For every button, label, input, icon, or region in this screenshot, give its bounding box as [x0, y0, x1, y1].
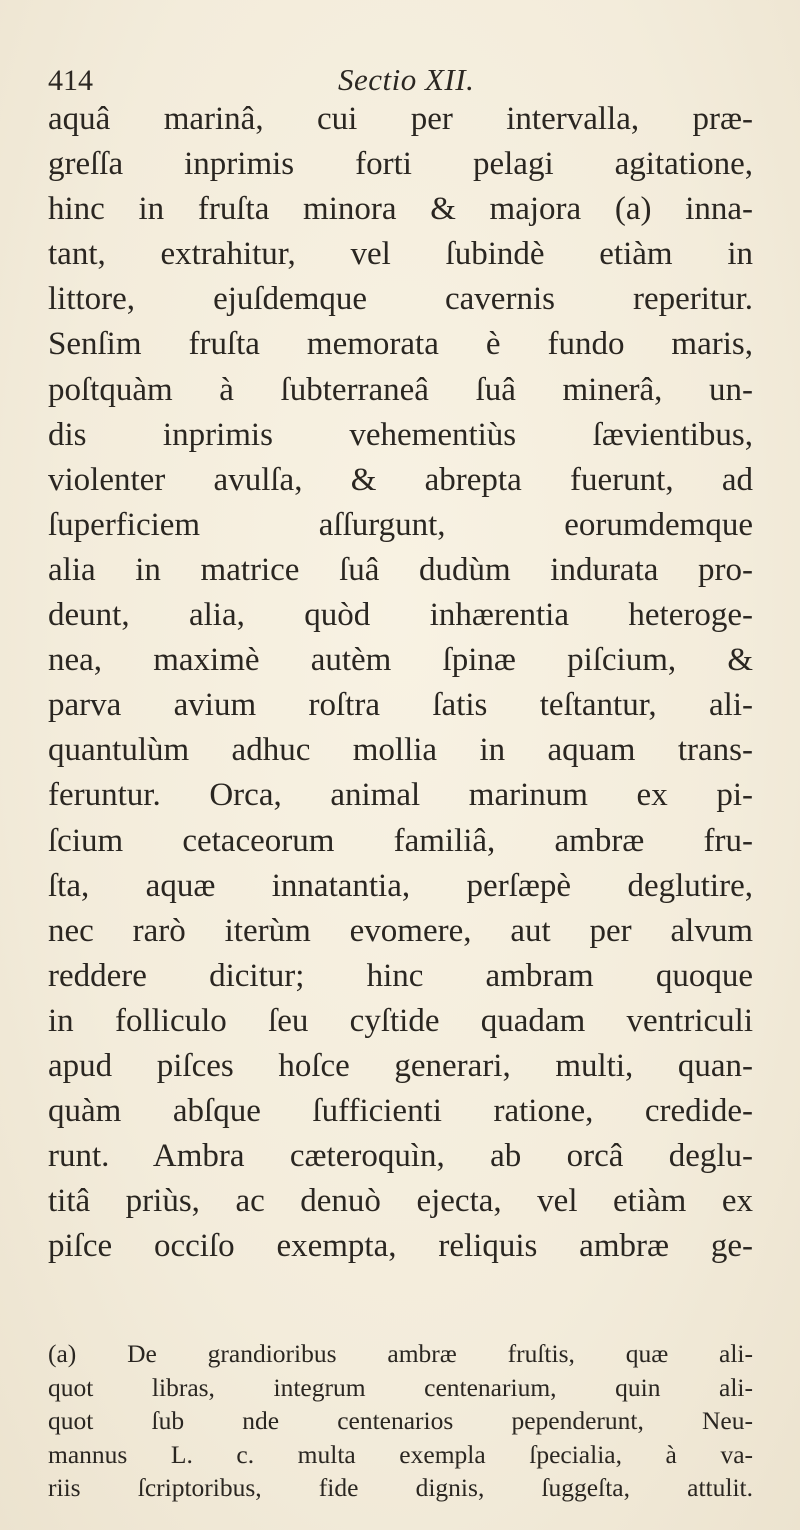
text-line: greſſa inprimis forti pelagi agitatione,	[48, 146, 753, 183]
footnote-line: mannus L. c. multa exempla ſpecialia, à va-	[48, 1439, 753, 1469]
text-line: Senſim fruſta memorata è fundo maris,	[48, 326, 753, 363]
text-line: reddere dicitur; hinc ambram quoque	[48, 957, 753, 994]
footnote-line: (a) De grandioribus ambræ fruſtis, quæ ali-	[48, 1339, 753, 1368]
text-line: apud piſces hoſce generari, multi, quan-	[48, 1047, 753, 1084]
text-line: quantulùm adhuc mollia in aquam trans-	[48, 732, 753, 769]
text-line: ſta, aquæ innatantia, perſæpè deglutire,	[48, 867, 753, 904]
text-line: titâ priùs, ac denuò ejecta, vel etiàm ex	[48, 1183, 753, 1220]
text-line: littore, ejuſdemque cavernis reperitur.	[48, 281, 753, 318]
text-line: piſce occiſo exempta, reliquis ambræ ge-	[48, 1228, 753, 1265]
text-line: hinc in fruſta minora & majora (a) inna-	[48, 191, 753, 228]
text-line: alia in matrice ſuâ dudùm indurata pro-	[48, 551, 753, 588]
footnote-line: riis ſcriptoribus, fide dignis, ſuggeſta, attulit.	[48, 1473, 753, 1502]
text-line: ſcium cetaceorum familiâ, ambræ fru-	[48, 822, 753, 859]
text-line: quàm abſque ſufficienti ratione, credide-	[48, 1093, 753, 1130]
text-line: tant, extrahitur, vel ſubindè etiàm in	[48, 236, 753, 273]
text-line: aquâ marinâ, cui per intervalla, præ-	[48, 101, 753, 137]
text-line: poſtquàm à ſubterraneâ ſuâ minerâ, un-	[48, 371, 753, 408]
text-line: in folliculo ſeu cyſtide quadam ventriculi	[48, 1002, 753, 1039]
footnote	[48, 1337, 753, 1505]
text-line: dis inprimis vehementiùs ſævientibus,	[48, 416, 753, 453]
footnote-line: quot ſub nde centenarios pependerunt, Neu-	[48, 1406, 753, 1435]
text-line: deunt, alia, quòd inhærentia heteroge-	[48, 597, 753, 634]
running-head: Sectio XII.	[338, 62, 475, 97]
text-line: parva avium roſtra ſatis teſtantur, ali-	[48, 687, 753, 724]
text-line: runt. Ambra cæteroquìn, ab orcâ deglu-	[48, 1138, 753, 1175]
text-line: nec rarò iterùm evomere, aut per alvum	[48, 912, 753, 949]
text-line: violenter avulſa, & abrepta fuerunt, ad	[48, 461, 753, 498]
text-line: nea, maximè autèm ſpinæ piſcium, &	[48, 642, 753, 679]
page-number: 414	[48, 64, 93, 97]
main-text	[48, 97, 753, 1269]
footnote-line: quot libras, integrum centenarium, quin ali-	[48, 1372, 753, 1402]
text-line: ſuperficiem aſſurgunt, eorumdemque	[48, 506, 753, 543]
text-line: feruntur. Orca, animal marinum ex pi-	[48, 777, 753, 814]
